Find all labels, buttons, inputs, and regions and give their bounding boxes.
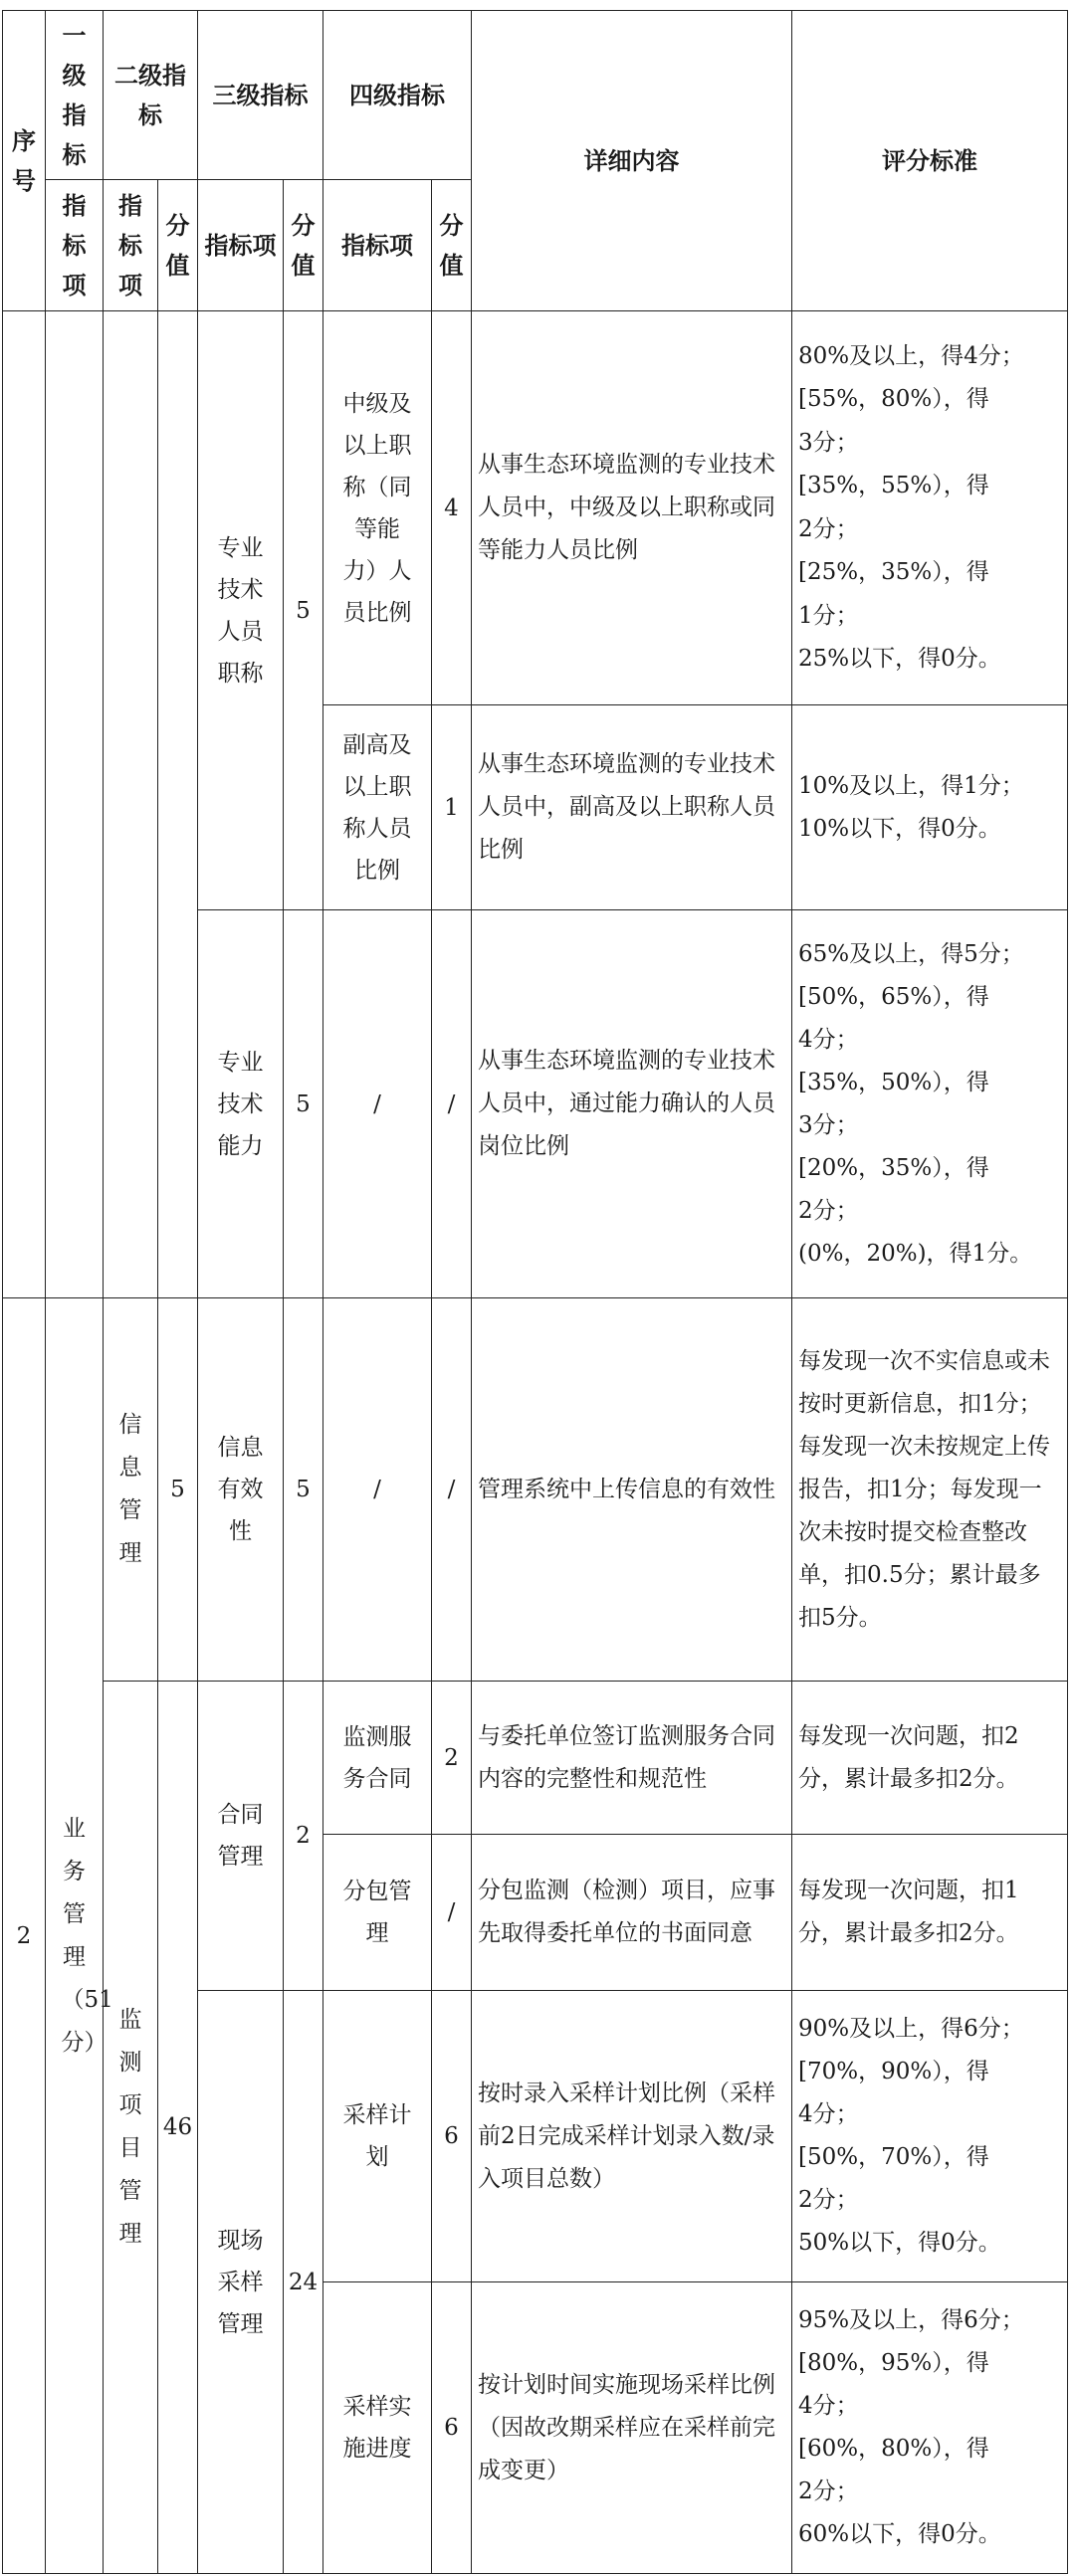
table-row — [3, 1682, 1068, 1835]
l4-item: 分包管理 — [323, 1835, 432, 1991]
header-seq: 序号 — [3, 11, 46, 311]
header-l4-item: 指标项 — [323, 180, 432, 311]
section1-l2-score — [158, 311, 198, 1298]
criteria-cell: 每发现一次不实信息或未按时更新信息，扣1分；每发现一次未按规定上传报告，扣1分；每发现一次未按时提交检查整改单，扣0.5分；累计最多扣5分。 — [792, 1298, 1068, 1682]
header-l2-score: 分值 — [158, 180, 198, 311]
header-level4: 四级指标 — [323, 11, 472, 180]
header-detail: 详细内容 — [472, 11, 792, 311]
l3-score: 5 — [284, 910, 323, 1298]
header-criteria: 评分标准 — [792, 11, 1068, 311]
l4-score: / — [432, 1298, 472, 1682]
detail-cell: 分包监测（检测）项目，应事先取得委托单位的书面同意 — [472, 1835, 792, 1991]
header-l4-score: 分值 — [432, 180, 472, 311]
l3-item-info: 信息有效性 — [198, 1298, 284, 1682]
header-l3-score: 分值 — [284, 180, 323, 311]
l2-item-monitor: 监测项目管理 — [104, 1682, 158, 2574]
section2-l1-item: 业务管理（51分） — [46, 1298, 104, 2574]
l4-score: / — [432, 1835, 472, 1991]
l4-item: 中级及以上职称（同等能力）人员比例 — [323, 311, 432, 705]
detail-cell: 按时录入采样计划比例（采样前2日完成采样计划录入数/录入项目总数） — [472, 1991, 792, 2282]
l4-score: 6 — [432, 2282, 472, 2574]
section1-seq — [3, 311, 46, 1298]
header-row-1 — [3, 11, 1068, 180]
l4-item: 采样计划 — [323, 1991, 432, 2282]
detail-cell: 管理系统中上传信息的有效性 — [472, 1298, 792, 1682]
criteria-cell: 65%及以上，得5分； [50%，65%），得 4分； [35%，50%），得 3分； [20%，35%），得 2分； (0%，20%)，得1分。 — [792, 910, 1068, 1298]
section1-l2 — [104, 311, 158, 1298]
l4-score: / — [432, 910, 472, 1298]
l4-item: 监测服务合同 — [323, 1682, 432, 1835]
detail-cell: 从事生态环境监测的专业技术人员中，副高及以上职称人员比例 — [472, 705, 792, 910]
criteria-cell: 80%及以上，得4分； [55%，80%），得 3分； [35%，55%），得 2分； [25%，35%），得 1分； 25%以下，得0分。 — [792, 311, 1068, 705]
header-level1: 一级指标 — [46, 11, 104, 180]
criteria-cell: 95%及以上，得6分； [80%，95%），得 4分； [60%，80%），得 2分； 60%以下，得0分。 — [792, 2282, 1068, 2574]
criteria-cell: 每发现一次问题，扣2分，累计最多扣2分。 — [792, 1682, 1068, 1835]
criteria-cell: 90%及以上，得6分； [70%，90%），得 4分； [50%，70%），得 2分； 50%以下，得0分。 — [792, 1991, 1068, 2282]
l4-item: / — [323, 910, 432, 1298]
l3-item-title: 专业技术人员职称 — [198, 311, 284, 910]
l4-score: 1 — [432, 705, 472, 910]
l3-score: 5 — [284, 311, 323, 910]
table-row — [3, 311, 1068, 705]
l3-item-sampling: 现场采样管理 — [198, 1991, 284, 2574]
scoring-table — [2, 10, 1068, 2574]
l4-score: 2 — [432, 1682, 472, 1835]
l3-score-info: 5 — [284, 1298, 323, 1682]
section2-seq: 2 — [3, 1298, 46, 2574]
header-l3-item: 指标项 — [198, 180, 284, 311]
l3-score-contract: 2 — [284, 1682, 323, 1991]
header-l2-item: 指标项 — [104, 180, 158, 311]
header-level3: 三级指标 — [198, 11, 323, 180]
detail-cell: 从事生态环境监测的专业技术人员中，中级及以上职称或同等能力人员比例 — [472, 311, 792, 705]
l4-item: / — [323, 1298, 432, 1682]
l2-item-info: 信息管理 — [104, 1298, 158, 1682]
criteria-cell: 10%及以上，得1分； 10%以下，得0分。 — [792, 705, 1068, 910]
l4-item: 采样实施进度 — [323, 2282, 432, 2574]
header-l1-item: 指标项 — [46, 180, 104, 311]
criteria-cell: 每发现一次问题，扣1分，累计最多扣2分。 — [792, 1835, 1068, 1991]
l2-score-info: 5 — [158, 1298, 198, 1682]
header-level2: 二级指标 — [104, 11, 198, 180]
l2-score-monitor: 46 — [158, 1682, 198, 2574]
l4-score: 4 — [432, 311, 472, 705]
l4-score: 6 — [432, 1991, 472, 2282]
l3-item-title: 专业技术能力 — [198, 910, 284, 1298]
detail-cell: 与委托单位签订监测服务合同内容的完整性和规范性 — [472, 1682, 792, 1835]
detail-cell: 从事生态环境监测的专业技术人员中，通过能力确认的人员岗位比例 — [472, 910, 792, 1298]
section1-l1 — [46, 311, 104, 1298]
l3-item-contract: 合同管理 — [198, 1682, 284, 1991]
detail-cell: 按计划时间实施现场采样比例（因故改期采样应在采样前完成变更） — [472, 2282, 792, 2574]
table-row — [3, 1298, 1068, 1682]
l4-item: 副高及以上职称人员比例 — [323, 705, 432, 910]
l3-score-sampling: 24 — [284, 1991, 323, 2574]
